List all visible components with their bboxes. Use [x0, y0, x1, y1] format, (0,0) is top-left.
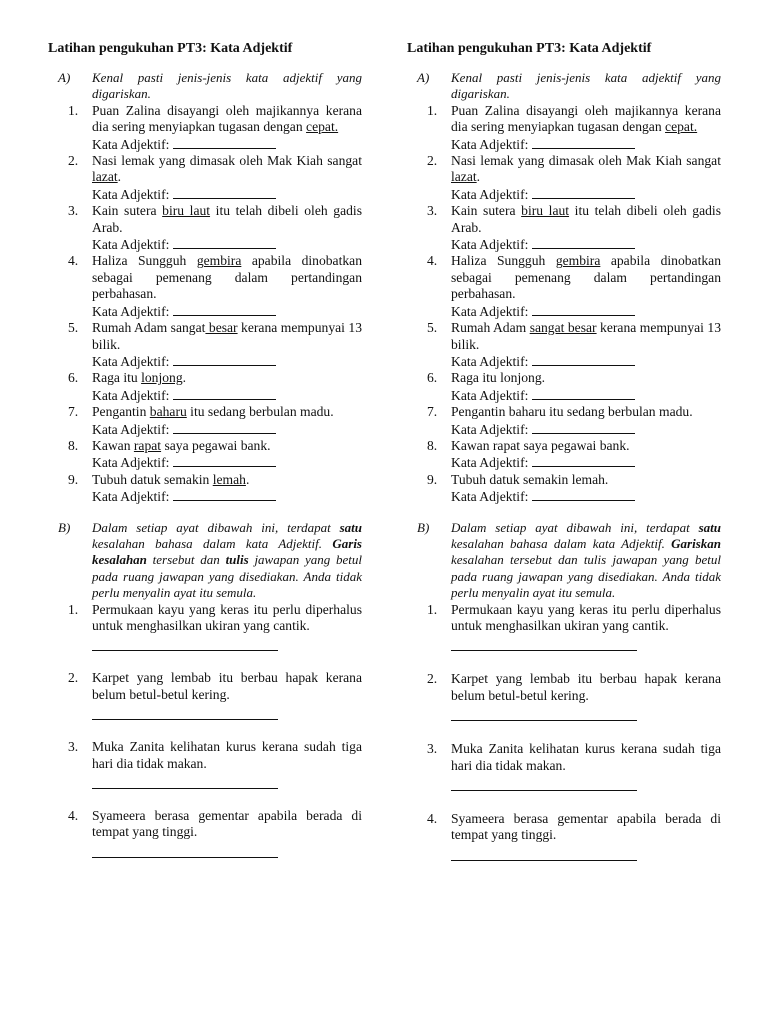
answer-label: Kata Adjektif:	[451, 387, 529, 403]
question-item	[48, 103, 362, 153]
error-question-item	[407, 671, 721, 721]
answer-blank[interactable]	[451, 706, 637, 721]
question-text: Kain sutera	[451, 203, 522, 219]
section-a-instruction	[407, 70, 721, 103]
underlined-adjective: baharu	[149, 404, 187, 420]
question-item	[48, 203, 362, 253]
answer-blank[interactable]	[173, 186, 276, 199]
question-number: 8.	[68, 437, 79, 453]
question-number: 9.	[68, 471, 79, 487]
answer-label: Kata Adjektif:	[92, 387, 170, 403]
question-number: 6.	[427, 370, 438, 386]
question-item	[407, 153, 721, 203]
answer-label: Kata Adjektif:	[92, 303, 170, 319]
question-text: Puan Zalina disayangi oleh majikannya kerana dia sering menyiapkan tugasan dengan	[451, 102, 721, 135]
answer-blank[interactable]	[532, 488, 635, 501]
question-number: 3.	[427, 203, 438, 219]
question-item	[48, 472, 362, 506]
answer-label: Kata Adjektif:	[92, 136, 170, 152]
underlined-adjective: sangat besar	[529, 320, 597, 336]
answer-line	[92, 488, 362, 505]
answer-label: Kata Adjektif:	[451, 136, 529, 152]
question-text: Tubuh datuk semakin	[92, 471, 213, 487]
section-b-list	[407, 602, 721, 861]
section-b-instruction	[48, 520, 362, 602]
answer-blank[interactable]	[92, 843, 278, 858]
underlined-adjective: cepat.	[665, 119, 698, 135]
section-b-text: tersebut dan	[146, 552, 226, 568]
question-item	[48, 153, 362, 203]
question-number: 4.	[68, 808, 79, 824]
answer-blank[interactable]	[451, 846, 637, 861]
question-number: 2.	[68, 153, 79, 169]
underlined-adjective: lazat	[451, 169, 477, 185]
question-text: Kawan	[92, 437, 134, 453]
question-item	[407, 320, 721, 370]
question-text: Raga itu lonjong.	[451, 370, 546, 386]
question-item	[407, 472, 721, 506]
answer-blank[interactable]	[173, 136, 276, 149]
question-number: 4.	[427, 811, 438, 827]
question-text-end: .	[245, 471, 250, 487]
section-b-marker: B)	[417, 519, 430, 535]
answer-label: Kata Adjektif:	[451, 303, 529, 319]
question-text: Karpet yang lembab itu berbau hapak kerana belum betul-betul kering.	[92, 670, 362, 702]
question-number: 4.	[68, 253, 79, 269]
question-text: Kain sutera	[92, 203, 163, 219]
question-item	[407, 253, 721, 320]
question-number: 4.	[427, 253, 438, 269]
question-text-end: .	[476, 169, 481, 185]
question-item	[407, 203, 721, 253]
answer-line	[451, 303, 721, 320]
question-number: 1.	[68, 102, 79, 118]
answer-line	[92, 236, 362, 253]
question-number: 5.	[68, 320, 79, 336]
answer-label: Kata Adjektif:	[451, 237, 529, 253]
underlined-adjective: besar	[205, 320, 238, 336]
answer-line	[451, 236, 721, 253]
section-b-text: jawapan yang betul pada ruang jawapan yang disediakan. Anda tidak perlu menyalin ayat itu semula.	[92, 552, 362, 601]
question-item	[48, 438, 362, 472]
page-title: Latihan pengukuhan PT3: Kata Adjektif	[48, 41, 293, 56]
question-text: Haliza Sungguh	[451, 253, 556, 269]
answer-blank[interactable]	[173, 387, 276, 400]
answer-blank[interactable]	[173, 303, 276, 316]
question-text: Muka Zanita kelihatan kurus kerana sudah tiga hari dia tidak makan.	[92, 739, 362, 771]
answer-blank[interactable]	[92, 774, 278, 789]
question-text-end: apabila dinobatkan sebagai pemenang dalam pertandingan perbahasan.	[92, 253, 362, 302]
question-text-end: apabila dinobatkan sebagai pemenang dalam pertandingan perbahasan.	[451, 253, 721, 302]
error-question-item	[407, 741, 721, 791]
question-item	[48, 320, 362, 370]
underlined-adjective: lonjong	[141, 370, 183, 386]
question-item	[407, 103, 721, 153]
question-text: Tubuh datuk semakin lemah.	[451, 471, 609, 487]
answer-blank[interactable]	[92, 636, 278, 651]
question-text: Puan Zalina disayangi oleh majikannya kerana dia sering menyiapkan tugasan dengan	[92, 102, 362, 135]
page-title: Latihan pengukuhan PT3: Kata Adjektif	[407, 41, 652, 56]
answer-blank[interactable]	[173, 488, 276, 501]
answer-label: Kata Adjektif:	[92, 353, 170, 369]
answer-blank[interactable]	[532, 136, 635, 149]
question-text: Rumah Adam sangat	[92, 320, 206, 336]
question-text-end: saya pegawai bank.	[161, 437, 271, 453]
answer-label: Kata Adjektif:	[92, 186, 170, 202]
answer-label: Kata Adjektif:	[451, 186, 529, 202]
section-a-text: Kenal pasti jenis-jenis kata adjektif yang digariskan.	[92, 70, 362, 102]
question-text-end: itu sedang berbulan madu.	[186, 404, 334, 420]
answer-blank[interactable]	[532, 353, 635, 366]
section-a-list	[48, 103, 362, 506]
section-b-emphasis: satu	[698, 519, 721, 535]
answer-line	[451, 454, 721, 471]
answer-line	[92, 186, 362, 203]
underlined-adjective: rapat	[133, 437, 162, 453]
question-item	[407, 438, 721, 472]
question-number: 6.	[68, 370, 79, 386]
section-b-text: kesalahan tersebut dan tulis jawapan yang betul pada ruang jawapan yang disediakan. Anda tidak perlu menyalin ayat itu semula.	[451, 552, 721, 601]
question-text-end: .	[117, 169, 122, 185]
answer-label: Kata Adjektif:	[451, 353, 529, 369]
section-b-emphasis: Gariskan	[671, 535, 721, 551]
question-text: Permukaan kayu yang keras itu perlu diperhalus untuk menghasilkan ukiran yang cantik.	[92, 601, 362, 633]
question-text: Syameera berasa gementar apabila berada di tempat yang tinggi.	[92, 808, 362, 840]
answer-line	[451, 353, 721, 370]
question-number: 2.	[68, 670, 79, 686]
answer-blank[interactable]	[532, 186, 635, 199]
question-number: 3.	[68, 203, 79, 219]
section-b-emphasis: tulis	[225, 552, 249, 568]
question-text: Karpet yang lembab itu berbau hapak kerana belum betul-betul kering.	[451, 671, 721, 703]
error-question-item	[48, 739, 362, 789]
error-question-item	[407, 811, 721, 861]
answer-line	[92, 303, 362, 320]
section-a-marker: A)	[417, 70, 430, 85]
question-number: 9.	[427, 471, 438, 487]
question-number: 1.	[427, 102, 438, 118]
answer-blank[interactable]	[173, 454, 276, 467]
answer-blank[interactable]	[173, 236, 276, 249]
question-text: Syameera berasa gementar apabila berada di tempat yang tinggi.	[451, 811, 721, 843]
section-a-text: Kenal pasti jenis-jenis kata adjektif yang digariskan.	[451, 70, 721, 102]
question-text: Pengantin baharu itu sedang berbulan madu.	[451, 404, 693, 420]
section-a-list	[407, 103, 721, 506]
section-b-text: Dalam setiap ayat dibawah ini, terdapat	[92, 519, 340, 535]
error-question-item	[407, 602, 721, 652]
answer-blank[interactable]	[532, 236, 635, 249]
answer-line	[451, 421, 721, 438]
question-text: Nasi lemak yang dimasak oleh Mak Kiah sangat	[92, 153, 362, 169]
answer-label: Kata Adjektif:	[451, 455, 529, 471]
answer-line	[92, 421, 362, 438]
question-number: 7.	[427, 404, 438, 420]
question-text: Permukaan kayu yang keras itu perlu diperhalus untuk menghasilkan ukiran yang cantik.	[451, 601, 721, 633]
section-b-list	[48, 602, 362, 858]
question-item	[407, 404, 721, 438]
answer-label: Kata Adjektif:	[92, 421, 170, 437]
answer-label: Kata Adjektif:	[92, 237, 170, 253]
question-text-end: kerana mempunyai 13 bilik.	[92, 320, 362, 352]
answer-blank[interactable]	[173, 421, 276, 434]
answer-blank[interactable]	[92, 705, 278, 720]
right-column	[407, 40, 721, 861]
question-text-end: itu telah dibeli oleh gadis Arab.	[92, 203, 362, 235]
answer-label: Kata Adjektif:	[92, 489, 170, 505]
question-number: 2.	[427, 153, 438, 169]
answer-label: Kata Adjektif:	[92, 455, 170, 471]
question-text: Muka Zanita kelihatan kurus kerana sudah tiga hari dia tidak makan.	[451, 741, 721, 773]
question-text-end: kerana mempunyai 13 bilik.	[451, 320, 721, 352]
error-question-item	[48, 670, 362, 720]
question-number: 8.	[427, 437, 438, 453]
section-b-text: Dalam setiap ayat dibawah ini, terdapat	[451, 519, 699, 535]
underlined-adjective: biru laut	[162, 203, 211, 219]
answer-blank[interactable]	[532, 421, 635, 434]
question-item	[407, 370, 721, 404]
underlined-adjective: gembira	[196, 253, 242, 269]
answer-label: Kata Adjektif:	[451, 421, 529, 437]
question-text: Pengantin	[92, 404, 150, 420]
left-column	[48, 40, 362, 858]
underlined-adjective: biru laut	[521, 203, 570, 219]
answer-blank[interactable]	[173, 353, 276, 366]
question-text: Kawan rapat saya pegawai bank.	[451, 437, 630, 453]
answer-line	[451, 136, 721, 153]
answer-line	[451, 488, 721, 505]
question-number: 5.	[427, 320, 438, 336]
section-a-instruction	[48, 70, 362, 103]
question-item	[48, 404, 362, 438]
question-text: Rumah Adam	[451, 320, 530, 336]
answer-line	[92, 353, 362, 370]
underlined-adjective: lemah	[212, 471, 246, 487]
question-number: 7.	[68, 404, 79, 420]
answer-blank[interactable]	[532, 454, 635, 467]
question-item	[48, 253, 362, 320]
section-b-emphasis: satu	[339, 519, 362, 535]
question-number: 3.	[427, 741, 438, 757]
question-text-end: itu telah dibeli oleh gadis Arab.	[451, 203, 721, 235]
answer-line	[451, 387, 721, 404]
answer-blank[interactable]	[451, 636, 637, 651]
question-number: 1.	[427, 601, 438, 617]
error-question-item	[48, 808, 362, 858]
section-b-instruction	[407, 520, 721, 602]
underlined-adjective: cepat.	[306, 119, 339, 135]
answer-line	[451, 186, 721, 203]
section-b-marker: B)	[58, 519, 71, 535]
answer-blank[interactable]	[451, 776, 637, 791]
answer-blank[interactable]	[532, 387, 635, 400]
answer-blank[interactable]	[532, 303, 635, 316]
underlined-adjective: lazat	[92, 169, 118, 185]
section-b-emphasis: Garis kesalahan	[92, 535, 362, 568]
section-b-text: kesalahan bahasa dalam kata Adjektif.	[451, 535, 672, 551]
question-number: 3.	[68, 739, 79, 755]
error-question-item	[48, 602, 362, 652]
question-number: 1.	[68, 601, 79, 617]
question-number: 2.	[427, 671, 438, 687]
question-text: Nasi lemak yang dimasak oleh Mak Kiah sangat	[451, 153, 721, 169]
answer-label: Kata Adjektif:	[451, 489, 529, 505]
section-a-marker: A)	[58, 70, 71, 85]
answer-line	[92, 136, 362, 153]
question-text: Raga itu	[92, 370, 142, 386]
answer-line	[92, 387, 362, 404]
question-text: Haliza Sungguh	[92, 253, 197, 269]
question-text-end: .	[182, 370, 187, 386]
question-item	[48, 370, 362, 404]
answer-line	[92, 454, 362, 471]
section-b-text: kesalahan bahasa dalam kata Adjektif.	[92, 535, 333, 551]
underlined-adjective: gembira	[555, 253, 601, 269]
